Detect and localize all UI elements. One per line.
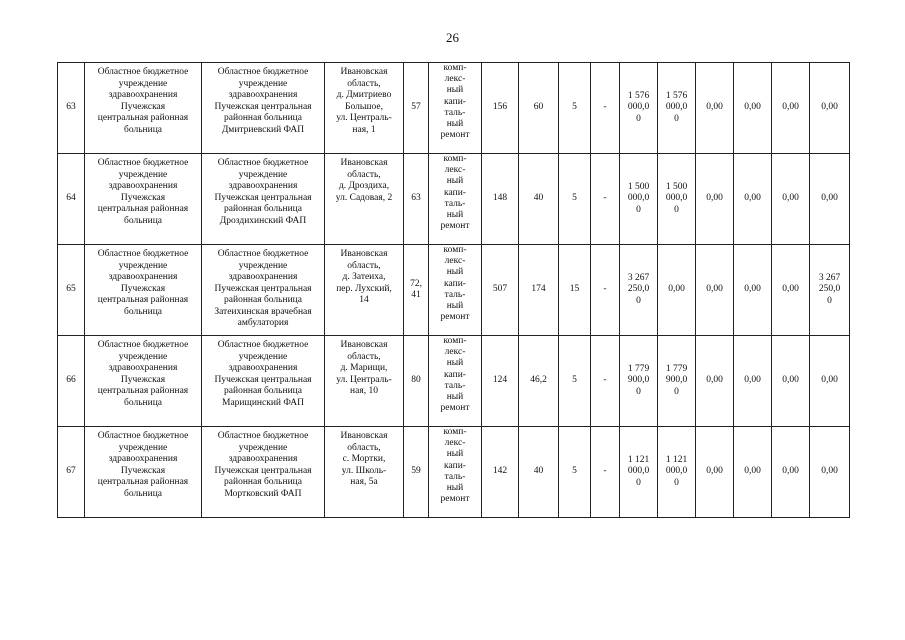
- amount-cell-3: 0,00: [772, 336, 810, 427]
- cell-line: Областное бюджетное: [217, 431, 309, 441]
- cell-line: районная больница: [224, 295, 302, 305]
- cell-line: таль-: [444, 198, 466, 209]
- row-number-cell: 65: [58, 245, 85, 336]
- count-cell: 15: [559, 245, 591, 336]
- cell-line: капи-: [444, 369, 466, 380]
- cell-line: больница: [124, 215, 162, 226]
- cell-line: Областное бюджетное: [217, 67, 309, 77]
- cell-line: Областное бюджетное: [97, 158, 189, 168]
- cell-line: 0: [674, 386, 679, 397]
- cell-line: ремонт: [440, 312, 470, 323]
- cell-line: ный: [446, 85, 464, 96]
- cell-line: ул. Садовая, 2: [335, 192, 393, 203]
- facility-cell: [202, 245, 325, 336]
- cell-line: учреждение: [238, 260, 288, 271]
- cell-line: больница: [124, 124, 162, 135]
- cell-line: Областное бюджетное: [97, 249, 189, 259]
- cell-line: районная больница: [224, 477, 302, 487]
- area-cell: 507: [482, 245, 519, 336]
- dash-cell: -: [591, 63, 620, 154]
- cell-line: ремонт: [440, 403, 470, 414]
- table-body: [58, 63, 850, 518]
- cell-line: таль-: [444, 289, 466, 300]
- cell-line: лекс-: [444, 256, 466, 267]
- cell-line: центральная районная: [97, 204, 189, 214]
- cell-line: Пучежская: [120, 374, 166, 385]
- address-cell: [325, 63, 404, 154]
- cell-line: 41: [411, 290, 421, 300]
- year-cell: [404, 427, 429, 518]
- cell-line: 1 121: [627, 454, 650, 465]
- total-cell: [620, 63, 658, 154]
- cell-line: 57: [411, 102, 421, 113]
- cell-line: 3 267: [818, 272, 841, 283]
- cell-line: комп-: [443, 154, 467, 164]
- cell-line: Пучежская: [120, 101, 166, 112]
- amount-cell-3: 0,00: [772, 245, 810, 336]
- cell-line: Пучежская центральная: [214, 374, 312, 385]
- cell-line: 1 576: [627, 90, 650, 101]
- amount-cell-4: [810, 427, 850, 518]
- cell-line: Областное бюджетное: [217, 249, 309, 259]
- cell-line: учреждение: [118, 351, 168, 362]
- table-row: [58, 63, 850, 154]
- cell-line: 0: [636, 113, 641, 124]
- institution-cell: [85, 63, 202, 154]
- fund-cell: [658, 154, 696, 245]
- value-cell: 46,2: [519, 336, 559, 427]
- area-cell: 148: [482, 154, 519, 245]
- institution-cell: [85, 336, 202, 427]
- fund-cell: [658, 63, 696, 154]
- cell-line: комп-: [443, 427, 467, 437]
- cell-line: Ивановская: [340, 340, 388, 350]
- amount-cell-1: 0,00: [696, 154, 734, 245]
- cell-line: ремонт: [440, 494, 470, 505]
- institution-cell: [85, 154, 202, 245]
- work-type-cell: [429, 427, 482, 518]
- amount-cell-1: 0,00: [696, 336, 734, 427]
- cell-line: 0,00: [821, 193, 838, 204]
- cell-line: учреждение: [238, 169, 288, 180]
- cell-line: Дмитриевский ФАП: [221, 124, 305, 135]
- cell-line: учреждение: [118, 169, 168, 180]
- amount-cell-2: 0,00: [734, 427, 772, 518]
- cell-line: 0,00: [821, 375, 838, 386]
- area-cell: 156: [482, 63, 519, 154]
- cell-line: 000,0: [665, 102, 688, 113]
- cell-line: 59: [411, 466, 421, 477]
- cell-line: ный: [446, 483, 464, 494]
- amount-cell-1: 0,00: [696, 245, 734, 336]
- cell-line: здравоохранения: [108, 363, 178, 373]
- cell-line: ная, 5а: [350, 477, 378, 487]
- value-cell: 60: [519, 63, 559, 154]
- amount-cell-2: 0,00: [734, 336, 772, 427]
- cell-line: 000,0: [665, 193, 688, 204]
- cell-line: таль-: [444, 107, 466, 118]
- cell-line: 0: [636, 477, 641, 488]
- cell-line: 0: [674, 477, 679, 488]
- cell-line: учреждение: [238, 351, 288, 362]
- cell-line: ул. Централь-: [336, 374, 392, 385]
- cell-line: 900,0: [665, 375, 688, 386]
- count-cell: 5: [559, 154, 591, 245]
- cell-line: капи-: [444, 460, 466, 471]
- cell-line: районная больница: [224, 204, 302, 214]
- address-cell: [325, 154, 404, 245]
- facility-cell: [202, 336, 325, 427]
- cell-line: 63: [411, 193, 421, 204]
- cell-line: здравоохранения: [108, 454, 178, 464]
- cell-line: центральная районная: [97, 113, 189, 123]
- cell-line: капи-: [444, 96, 466, 107]
- cell-line: комп-: [443, 63, 467, 73]
- cell-line: Большое,: [345, 101, 383, 112]
- amount-cell-1: 0,00: [696, 63, 734, 154]
- cell-line: 1 121: [665, 454, 688, 465]
- cell-line: больница: [124, 306, 162, 317]
- cell-line: районная больница: [224, 113, 302, 123]
- cell-line: ная, 10: [350, 386, 378, 396]
- amount-cell-3: 0,00: [772, 154, 810, 245]
- cell-line: область,: [347, 169, 381, 180]
- cell-line: 72,: [410, 278, 422, 289]
- cell-line: 14: [359, 295, 369, 305]
- area-cell: 142: [482, 427, 519, 518]
- row-number-cell: 63: [58, 63, 85, 154]
- cell-line: центральная районная: [97, 295, 189, 305]
- cell-line: Пучежская центральная: [214, 283, 312, 294]
- table-row: [58, 154, 850, 245]
- cell-line: центральная районная: [97, 386, 189, 396]
- cell-line: 0,00: [821, 102, 838, 113]
- year-cell: [404, 154, 429, 245]
- count-cell: 5: [559, 336, 591, 427]
- cell-line: 0,00: [821, 466, 838, 477]
- cell-line: капи-: [444, 187, 466, 198]
- dash-cell: -: [591, 245, 620, 336]
- institution-cell: [85, 245, 202, 336]
- amount-cell-1: 0,00: [696, 427, 734, 518]
- cell-line: Ивановская: [340, 67, 388, 77]
- cell-line: Пучежская: [120, 465, 166, 476]
- cell-line: д. Затеиха,: [342, 272, 386, 282]
- cell-line: 0: [674, 113, 679, 124]
- cell-line: Мортковский ФАП: [224, 488, 302, 499]
- fund-cell: [658, 336, 696, 427]
- row-number-cell: 67: [58, 427, 85, 518]
- total-cell: [620, 336, 658, 427]
- cell-line: здравоохранения: [228, 90, 298, 100]
- cell-line: область,: [347, 442, 381, 453]
- total-cell: [620, 154, 658, 245]
- cell-line: комп-: [443, 245, 467, 255]
- amount-cell-3: 0,00: [772, 427, 810, 518]
- cell-line: больница: [124, 397, 162, 408]
- cell-line: Пучежская: [120, 192, 166, 203]
- row-number-cell: 66: [58, 336, 85, 427]
- cell-line: область,: [347, 78, 381, 89]
- cell-line: 1 779: [665, 363, 688, 374]
- facility-cell: [202, 154, 325, 245]
- cell-line: 3 267: [627, 272, 650, 283]
- cell-line: 80: [411, 375, 421, 386]
- amount-cell-2: 0,00: [734, 245, 772, 336]
- cell-line: Областное бюджетное: [217, 340, 309, 350]
- cell-line: 250,0: [818, 284, 841, 295]
- cell-line: 0: [827, 295, 832, 306]
- cell-line: Марищинский ФАП: [222, 397, 304, 408]
- amount-cell-4: [810, 63, 850, 154]
- cell-line: лекс-: [444, 347, 466, 358]
- cell-line: 0: [636, 295, 641, 306]
- cell-line: учреждение: [238, 442, 288, 453]
- address-cell: [325, 336, 404, 427]
- cell-line: здравоохранения: [108, 90, 178, 100]
- table-row: [58, 427, 850, 518]
- cell-line: учреждение: [118, 78, 168, 89]
- cell-line: здравоохранения: [228, 272, 298, 282]
- table-row: [58, 336, 850, 427]
- cell-line: капи-: [444, 278, 466, 289]
- amount-cell-4: [810, 154, 850, 245]
- cell-line: амбулатория: [237, 318, 289, 328]
- cell-line: ный: [446, 301, 464, 312]
- cell-line: ремонт: [440, 221, 470, 232]
- cell-line: пер. Лухский,: [336, 283, 392, 294]
- cell-line: здравоохранения: [228, 181, 298, 191]
- cell-line: ный: [446, 267, 464, 278]
- cell-line: 000,0: [627, 102, 650, 113]
- cell-line: здравоохранения: [228, 454, 298, 464]
- work-type-cell: [429, 245, 482, 336]
- year-cell: [404, 245, 429, 336]
- cell-line: ный: [446, 449, 464, 460]
- cell-line: 0: [636, 386, 641, 397]
- cell-line: Ивановская: [340, 249, 388, 259]
- cell-line: Дроздихинский ФАП: [219, 215, 307, 226]
- table-row: [58, 245, 850, 336]
- cell-line: комп-: [443, 336, 467, 346]
- cell-line: 1 500: [627, 181, 650, 192]
- cell-line: здравоохранения: [108, 272, 178, 282]
- cell-line: центральная районная: [97, 477, 189, 487]
- cell-line: таль-: [444, 380, 466, 391]
- address-cell: [325, 427, 404, 518]
- cell-line: Пучежская центральная: [214, 101, 312, 112]
- cell-line: Областное бюджетное: [97, 431, 189, 441]
- cell-line: с. Мортки,: [342, 454, 386, 464]
- cell-line: 000,0: [665, 466, 688, 477]
- value-cell: 40: [519, 427, 559, 518]
- facility-cell: [202, 63, 325, 154]
- cell-line: 250,0: [627, 284, 650, 295]
- cell-line: 1 779: [627, 363, 650, 374]
- fund-cell: [658, 427, 696, 518]
- cell-line: 900,0: [627, 375, 650, 386]
- cell-line: районная больница: [224, 386, 302, 396]
- count-cell: 5: [559, 63, 591, 154]
- address-cell: [325, 245, 404, 336]
- cell-line: 000,0: [627, 193, 650, 204]
- cell-line: область,: [347, 260, 381, 271]
- amount-cell-3: 0,00: [772, 63, 810, 154]
- amount-cell-2: 0,00: [734, 154, 772, 245]
- row-number-cell: 64: [58, 154, 85, 245]
- cell-line: ный: [446, 210, 464, 221]
- cell-line: ная, 1: [352, 124, 376, 135]
- amount-cell-4: [810, 245, 850, 336]
- cell-line: лекс-: [444, 438, 466, 449]
- cell-line: Ивановская: [340, 431, 388, 441]
- cell-line: 0,00: [668, 284, 685, 295]
- cell-line: здравоохранения: [228, 363, 298, 373]
- cell-line: здравоохранения: [108, 181, 178, 191]
- cell-line: таль-: [444, 471, 466, 482]
- count-cell: 5: [559, 427, 591, 518]
- work-type-cell: [429, 154, 482, 245]
- dash-cell: -: [591, 427, 620, 518]
- cell-line: д. Дмитриево: [336, 90, 392, 100]
- value-cell: 174: [519, 245, 559, 336]
- institution-cell: [85, 427, 202, 518]
- cell-line: 0: [636, 204, 641, 215]
- cell-line: 0: [674, 204, 679, 215]
- cell-line: ул. Школь-: [341, 465, 387, 476]
- year-cell: [404, 63, 429, 154]
- total-cell: [620, 245, 658, 336]
- cell-line: ул. Централь-: [336, 113, 392, 123]
- cell-line: д. Дроздиха,: [338, 181, 390, 191]
- work-type-cell: [429, 336, 482, 427]
- cell-line: Пучежская центральная: [214, 465, 312, 476]
- cell-line: ный: [446, 119, 464, 130]
- value-cell: 40: [519, 154, 559, 245]
- dash-cell: -: [591, 154, 620, 245]
- cell-line: ный: [446, 392, 464, 403]
- cell-line: Областное бюджетное: [97, 67, 189, 77]
- cell-line: лекс-: [444, 165, 466, 176]
- total-cell: [620, 427, 658, 518]
- year-cell: [404, 336, 429, 427]
- cell-line: больница: [124, 488, 162, 499]
- cell-line: 000,0: [627, 466, 650, 477]
- cell-line: Областное бюджетное: [97, 340, 189, 350]
- dash-cell: -: [591, 336, 620, 427]
- cell-line: Пучежская: [120, 283, 166, 294]
- cell-line: лекс-: [444, 74, 466, 85]
- area-cell: 124: [482, 336, 519, 427]
- cell-line: учреждение: [238, 78, 288, 89]
- cell-line: Областное бюджетное: [217, 158, 309, 168]
- work-type-cell: [429, 63, 482, 154]
- cell-line: учреждение: [118, 260, 168, 271]
- cell-line: д. Марищи,: [340, 363, 388, 373]
- cell-line: Ивановская: [340, 158, 388, 168]
- facility-table: [57, 62, 850, 518]
- page-number: 26: [446, 30, 459, 45]
- cell-line: ный: [446, 358, 464, 369]
- amount-cell-2: 0,00: [734, 63, 772, 154]
- cell-line: ный: [446, 176, 464, 187]
- amount-cell-4: [810, 336, 850, 427]
- cell-line: Пучежская центральная: [214, 192, 312, 203]
- cell-line: Затеихинская врачебная: [214, 306, 312, 317]
- fund-cell: [658, 245, 696, 336]
- cell-line: учреждение: [118, 442, 168, 453]
- cell-line: ремонт: [440, 130, 470, 141]
- cell-line: 1 500: [665, 181, 688, 192]
- cell-line: 1 576: [665, 90, 688, 101]
- facility-cell: [202, 427, 325, 518]
- cell-line: область,: [347, 351, 381, 362]
